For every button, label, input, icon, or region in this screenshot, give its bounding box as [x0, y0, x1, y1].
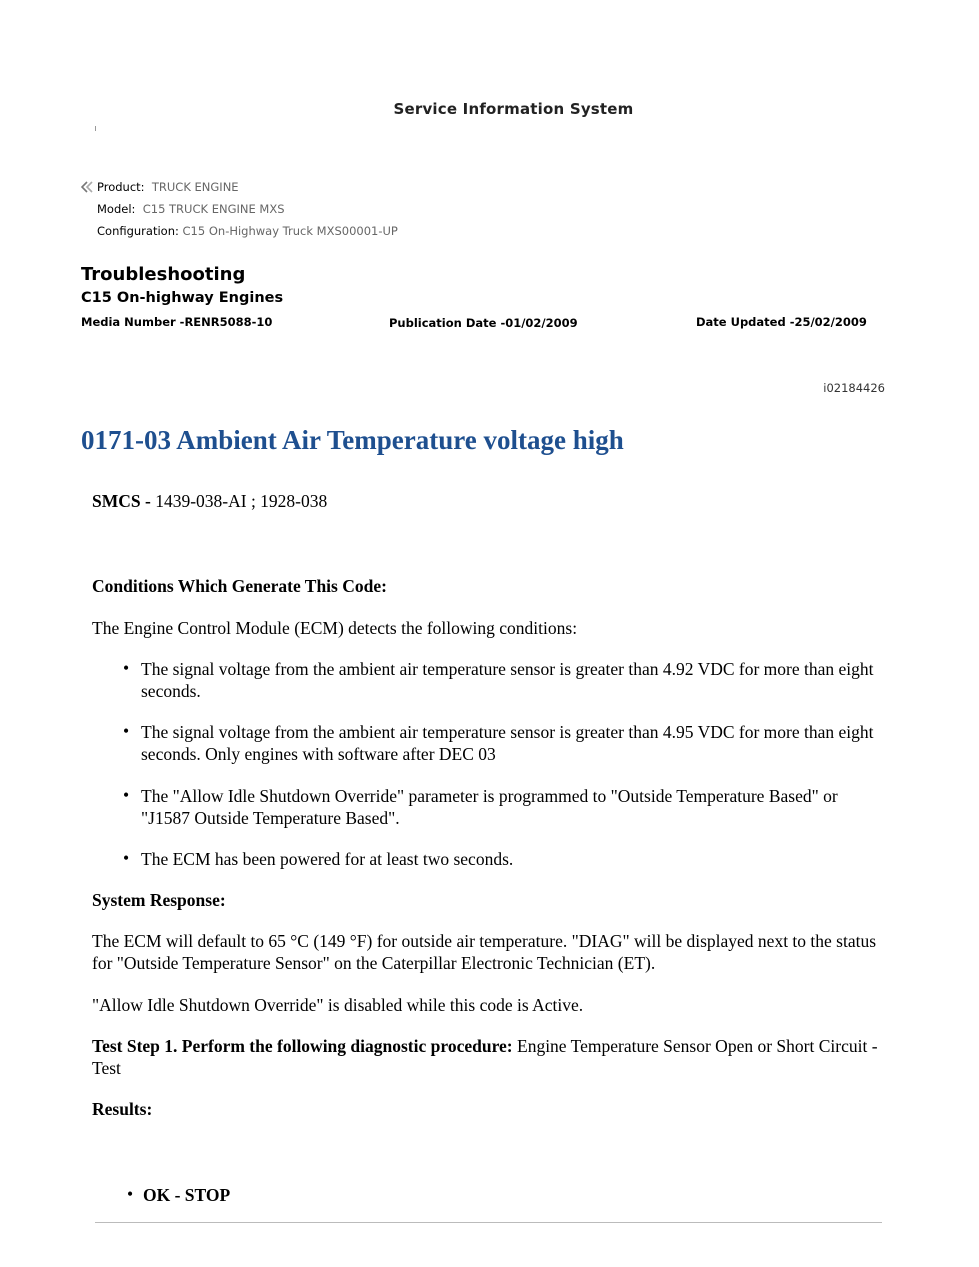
result-ok-stop: OK - STOP [143, 1185, 231, 1205]
configuration-value: C15 On-Highway Truck MXS00001-UP [182, 224, 398, 238]
bullet-glyph: • [123, 658, 130, 678]
bullet-glyph: • [123, 721, 130, 741]
publication-heading: Troubleshooting [81, 264, 246, 285]
condition-item-1: The signal voltage from the ambient air temperature sensor is greater than 4.92 VDC for more than eight seconds. [141, 659, 874, 701]
product-value: TRUCK ENGINE [151, 180, 239, 194]
condition-item-2: The signal voltage from the ambient air temperature sensor is greater than 4.95 VDC for more than eight seconds. Only engines with software after DEC 03 [141, 722, 874, 764]
response-heading: System Response: [92, 890, 226, 910]
bullet-glyph: • [123, 848, 130, 868]
media-number: Media Number -RENR5088-10 [81, 315, 273, 329]
configuration-label: Configuration: [97, 224, 179, 238]
model-label: Model: [97, 202, 136, 216]
model-value: C15 TRUCK ENGINE MXS [142, 202, 285, 216]
footer-divider [95, 1222, 882, 1223]
smcs-line [92, 490, 327, 512]
product-label: Product: [97, 180, 145, 194]
back-arrow-icon[interactable] [81, 181, 93, 193]
smcs-label: SMCS - [92, 491, 151, 511]
publication-subheading: C15 On-highway Engines [81, 290, 284, 306]
document-id: i02184426 [823, 381, 885, 395]
model-row [97, 202, 285, 216]
response-text-2: "Allow Idle Shutdown Override" is disabled while this code is Active. [92, 995, 584, 1015]
bullet-glyph: • [127, 1184, 134, 1204]
publication-date: Publication Date -01/02/2009 [389, 316, 578, 330]
response-text-1: The ECM will default to 65 °C (149 °F) for outside air temperature. "DIAG" will be displayed next to the status for "Outside Temperature Sensor" on the Caterpillar Electronic Technician (ET). [92, 931, 877, 973]
results-heading: Results: [92, 1099, 153, 1119]
condition-item-4: The ECM has been powered for at least two seconds. [141, 849, 514, 869]
test-step-label: Test Step 1. Perform the following diagnostic procedure: [92, 1036, 513, 1056]
bullet-glyph: • [123, 785, 130, 805]
product-row [97, 180, 239, 194]
conditions-intro: The Engine Control Module (ECM) detects the following conditions: [92, 618, 578, 638]
conditions-heading: Conditions Which Generate This Code: [92, 576, 387, 596]
date-updated: Date Updated -25/02/2009 [696, 315, 867, 329]
condition-item-3: The "Allow Idle Shutdown Override" parameter is programmed to "Outside Temperature Based" or "J1587 Outside Temperature Based". [141, 786, 838, 828]
test-step-procedure: Engine Temperature Sensor Open or Short Circuit - Test [92, 1036, 878, 1078]
test-step-1 [92, 1035, 882, 1079]
page-title: 0171-03 Ambient Air Temperature voltage high [81, 425, 624, 455]
divider-mark [95, 126, 96, 131]
configuration-row [97, 224, 398, 238]
system-title: Service Information System [393, 100, 634, 118]
smcs-value: 1439-038-AI ; 1928-038 [155, 491, 328, 511]
